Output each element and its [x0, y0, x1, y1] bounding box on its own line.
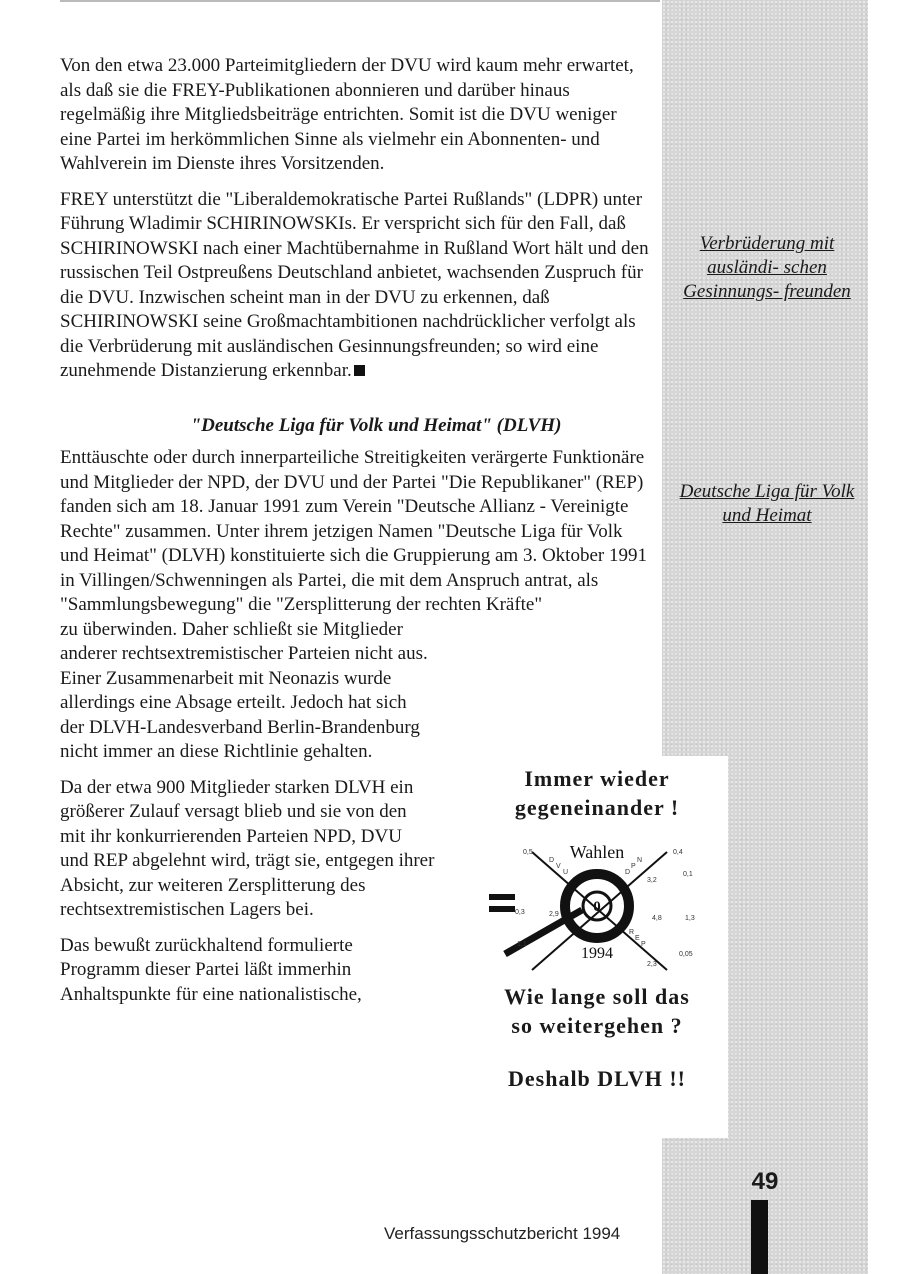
advert-line-1: Immer wieder [524, 766, 670, 791]
page-number-bar [751, 1200, 768, 1274]
emblem-center-zero: 0 [593, 899, 601, 915]
emblem-ring-letter: R [629, 929, 635, 936]
advert-line-3: Wie lange soll das [504, 984, 690, 1009]
emblem-number-label: 2,9 [549, 911, 559, 918]
emblem-ring-letter: D [625, 869, 631, 876]
end-square-icon [354, 365, 365, 376]
emblem-number-label: 1,1 [517, 941, 527, 948]
emblem-ring-letter: U [563, 869, 569, 876]
dlvh-advert [466, 756, 728, 1138]
emblem-word: Wahlen [569, 842, 625, 862]
section-heading: "Deutsche Liga für Volk und Heimat" (DLVH) [190, 414, 562, 436]
emblem-ring-letter: P [631, 863, 636, 870]
paragraph-dlvh-founding-text: Enttäuschte oder durch innerparteiliche Streitigkeiten verärgerte Funktionäre und Mitglieder der NPD, der DVU und der Partei "Die Republikaner" (REP) fanden sich am 18. Januar 1991 zum Verein "Deutsche Allianz - Vereinigte Rechte" zusammen. Unter ihrem jetzigen Namen "Deutsche Liga für Volk und Heimat" (DLVH) konstituierte sich die Gruppierung am 3. Oktober 1991 in Villingen/Schwenningen als Partei, die mit dem Anspruch antrat, als "Sammlungsbewegung" die "Zersplitterung der rechten Kräfte" [60, 447, 647, 615]
page-number: 49 [751, 1168, 779, 1195]
emblem-number-label: 1,3 [685, 915, 695, 922]
emblem-number-label: 0,3 [515, 909, 525, 916]
emblem-number-label: 4,8 [652, 915, 662, 922]
equals-bar-top [489, 894, 515, 900]
paragraph-ldpr-text: FREY unterstützt die "Liberaldemokratische Partei Rußlands" (LDPR) unter Führung Wladimir SCHIRINOWSKIs. Er verspricht sich für den Fall, daß SCHIRINOWSKI nach einer Machtübernahme in Rußland Wort hält und den russischen Teil Ostpreußens Deutschland anbietet, wachsenden Zuspruch für die DVU. Inzwischen scheint man in der DVU zu erkennen, daß SCHIRINOWSKI seine Großmachtambitionen nachdrücklicher verfolgt als die Verbrüderung mit ausländischen Gesinnungsfreunden; so wird eine zunehmende Distanzierung erkennbar. [60, 188, 649, 381]
emblem-ring-letter: E [635, 935, 640, 942]
emblem-number-label: 2,3 [647, 961, 657, 968]
paragraph-ldpr [60, 188, 652, 384]
advert-line-2: gegeneinander ! [514, 795, 680, 820]
emblem-ring-letter: N [637, 857, 643, 864]
emblem-number-label: 0,4 [673, 849, 683, 856]
emblem-ring-letter: D [549, 857, 555, 864]
paragraph-dvu-members: Von den etwa 23.000 Parteimitgliedern der DVU wird kaum mehr erwartet, als daß sie die FREY-Publikationen abonnieren und darüber hinaus regelmäßig ihre Mitgliedsbeiträge entrichten. Somit ist die DVU weniger eine Partei im herkömmlichen Sinne als vielmehr ein Abonnenten- und Wahlverein im Dienste ihres Vorsitzenden. [60, 55, 634, 174]
equals-bar-bottom [489, 906, 515, 912]
margin-note-verbruederung: Verbrüderung mit ausländi- schen Gesinnungs- freunden [683, 233, 851, 302]
footer-title: Verfassungsschutzbericht 1994 [384, 1224, 621, 1243]
election-emblem-graphic [487, 832, 707, 972]
emblem-ring-letter: V [556, 863, 561, 870]
top-rule [60, 0, 660, 2]
emblem-number-label: 0,5 [523, 849, 533, 856]
advert-line-5: Deshalb DLVH !! [508, 1066, 686, 1091]
emblem-year: 1994 [581, 945, 613, 962]
emblem-number-label: 0,05 [679, 951, 693, 958]
emblem-number-label: 3,2 [647, 877, 657, 884]
margin-note-dlvh: Deutsche Liga für Volk und Heimat [679, 481, 855, 526]
paragraph-dlvh-members: Da der etwa 900 Mitglieder starken DLVH ein größerer Zulauf versagt blieb und sie von den mit ihr konkurrierenden Parteien NPD, DVU und REP abgelehnt wird, trägt sie, entgegen ihrer Absicht, zur weiteren Zersplitterung des rechtsextremistischen Lagers bei. [60, 776, 435, 920]
paragraph-dlvh-program: Das bewußt zurückhaltend formulierte Programm dieser Partei läßt immerhin Anhaltspunkte für eine nationalistische, [60, 934, 362, 1005]
paragraph-dlvh-continued: zu überwinden. Daher schließt sie Mitglieder anderer rechtsextremistischer Parteien nicht aus. Einer Zusammenarbeit mit Neonazis wurde allerdings eine Absage erteilt. Jedoch hat sich der DLVH-Landesverband Berlin-Brandenburg nicht immer an diese Richtlinie gehalten. [60, 618, 428, 762]
emblem-number-label: 0,1 [683, 871, 693, 878]
emblem-ring-letter: P [641, 941, 646, 948]
paragraph-dlvh-founding [60, 446, 652, 618]
advert-line-4: so weitergehen ? [511, 1013, 683, 1038]
